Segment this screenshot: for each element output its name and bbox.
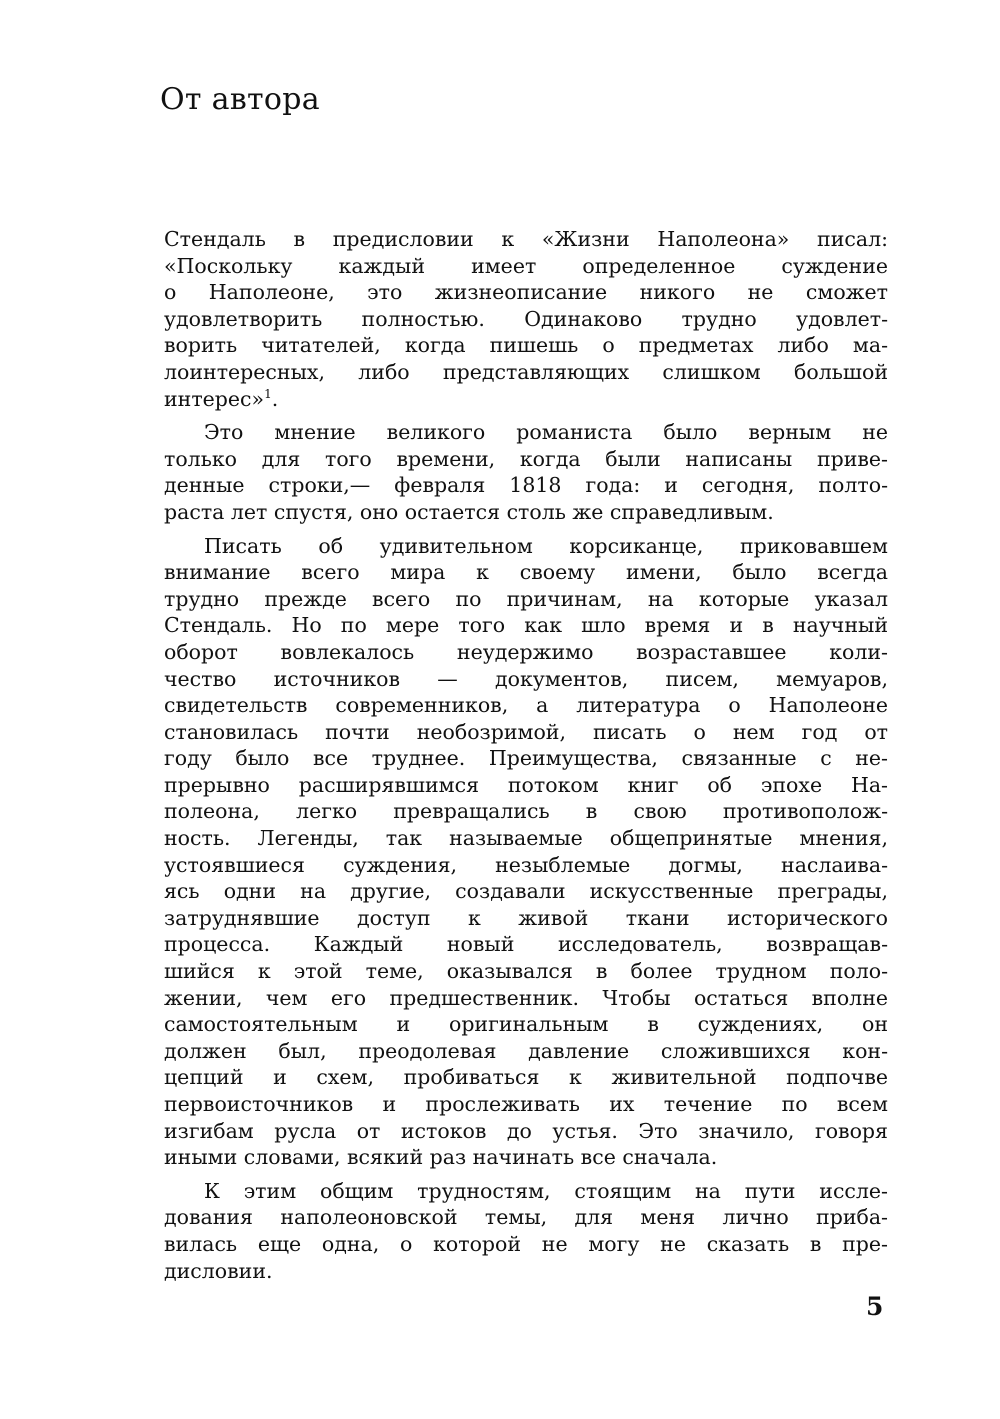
footnote-marker: 1 xyxy=(264,386,272,401)
text-line: «Поскольку каждый имеет определенное суждение xyxy=(164,253,888,278)
text-line: жении, чем его предшественник. Чтобы остаться вполне xyxy=(164,985,888,1010)
text-line: только для того времени, когда были написаны приве- xyxy=(164,446,888,471)
text-line: первоисточников и прослеживать их течение по всем xyxy=(164,1092,888,1116)
text-line: дования наполеоновской темы, для меня лично приба- xyxy=(164,1205,888,1230)
text-line: Это мнение великого романиста было верным не xyxy=(204,420,888,445)
text-line: внимание всего мира к своему имени, было всегда xyxy=(164,560,888,585)
text-line: раста лет спустя, оно остается столь же справедливым. xyxy=(164,499,774,524)
text-line: свидетельств современников, а литература о Наполеоне xyxy=(164,693,888,718)
text-line: шийся к этой теме, оказывался в более трудном поло- xyxy=(164,959,888,984)
text-line: устоявшиеся суждения, незыблемые догмы, наслаива- xyxy=(164,852,888,877)
text-line: дисловии. xyxy=(164,1258,273,1283)
text-line: К этим общим трудностям, стоящим на пути иссле- xyxy=(204,1178,888,1203)
text-line: Писать об удивительном корсиканце, приковавшем xyxy=(204,533,888,558)
text-line: должен был, преодолевая давление сложившихся кон- xyxy=(164,1038,888,1063)
text-line: ность. Легенды, так называемые общепринятые мнения, xyxy=(164,826,888,851)
text-line: ворить читателей, когда пишешь о предметах либо ма- xyxy=(164,333,888,358)
text-line: о Наполеоне, это жизнеописание никого не сможет xyxy=(164,280,888,305)
paragraph-2 xyxy=(164,419,888,525)
text-fragment: . xyxy=(271,386,279,411)
text-line: становилась почти необозримой, писать о нем год от xyxy=(164,719,888,744)
text-line: процесса. Каждый новый исследователь, возвращав- xyxy=(164,932,888,957)
page-title: От автора xyxy=(160,82,320,117)
text-line: иными словами, всякий раз начинать все сначала. xyxy=(164,1145,718,1170)
text-line: цепций и схем, пробиваться к живительной подпочве xyxy=(164,1065,888,1090)
text-line: полеона, легко превращались в свою противополож- xyxy=(164,799,888,824)
text-line: трудно прежде всего по причинам, на которые указал xyxy=(164,586,888,611)
text-line: удовлетворить полностью. Одинаково трудно удовлет- xyxy=(164,306,888,331)
text-line: затруднявшие доступ к живой ткани исторического xyxy=(164,905,888,930)
text-line: году было все труднее. Преимущества, связанные с не- xyxy=(164,746,888,771)
text-line: чество источников — документов, писем, мемуаров, xyxy=(164,666,888,691)
paragraph-1 xyxy=(164,226,888,412)
text-line: прерывно расширявшимся потоком книг об эпохе На- xyxy=(164,772,888,797)
text-line: Стендаль в предисловии к «Жизни Наполеона» писал: xyxy=(164,227,888,251)
paragraph-3 xyxy=(164,533,888,1171)
text-line: Стендаль. Но по мере того как шло время и в научный xyxy=(164,613,888,638)
text-line: денные строки,— февраля 1818 года: и сегодня, полто- xyxy=(164,473,888,498)
text-fragment: интерес» xyxy=(164,386,265,411)
text-line: вилась еще одна, о которой не могу не сказать в пре- xyxy=(164,1231,888,1256)
text-line: ясь одни на другие, создавали искусственные преграды, xyxy=(164,879,888,904)
text-line: лоинтересных, либо представляющих слишком большой xyxy=(164,359,888,384)
text-line: оборот вовлекалось неудержимо возраставшее коли- xyxy=(164,639,888,664)
text-line-last xyxy=(164,386,888,413)
text-line: самостоятельным и оригинальным в суждениях, он xyxy=(164,1012,888,1037)
body-text xyxy=(164,226,888,1291)
page-number: 5 xyxy=(866,1292,884,1321)
text-line: изгибам русла от истоков до устья. Это значило, говоря xyxy=(164,1118,888,1143)
paragraph-4 xyxy=(164,1178,888,1284)
